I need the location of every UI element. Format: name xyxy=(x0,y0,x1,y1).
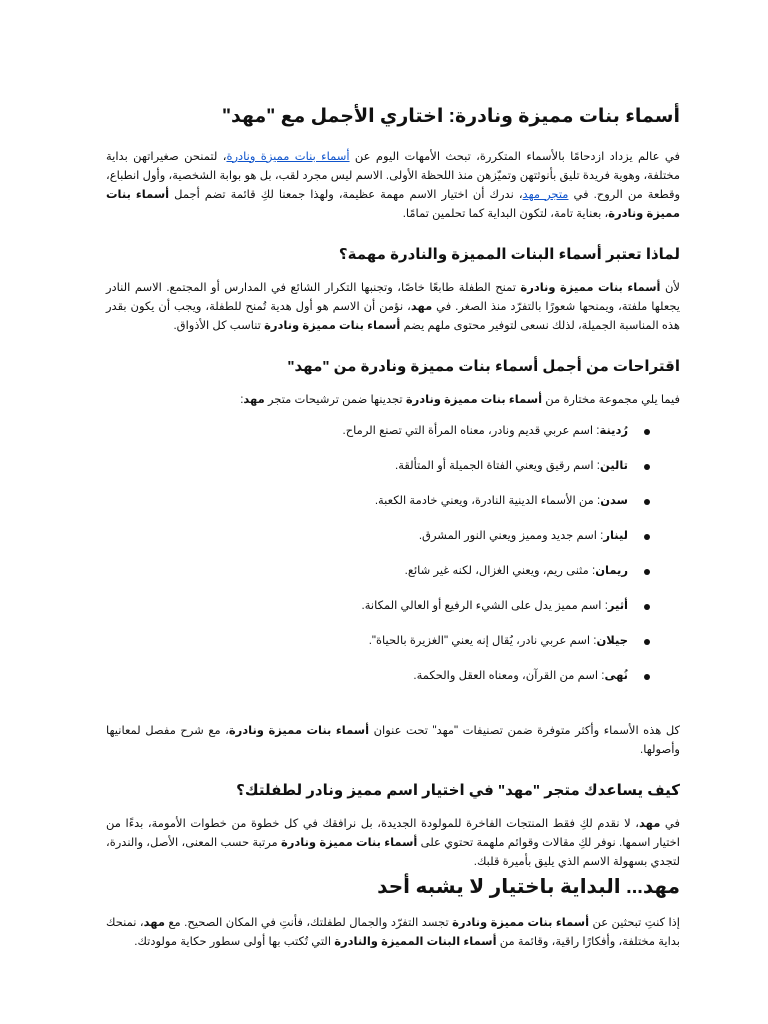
intro-text-4: ، بعناية تامة، لتكون البداية كما تحلمين تمامًا. xyxy=(402,207,609,220)
lead-text-2: تجدينها ضمن ترشيحات متجر xyxy=(264,393,406,406)
bullet-icon xyxy=(644,639,650,645)
name-term: جيلان xyxy=(596,634,628,647)
name-description: : اسم مميز يدل على الشيء الرفيع أو العالي المكانة. xyxy=(361,599,608,612)
list-item xyxy=(106,562,650,597)
why-text-4: تناسب كل الأذواق. xyxy=(173,319,265,332)
bullet-icon xyxy=(644,429,650,435)
intro-text-3: ، ندرك أن اختيار الاسم مهمة عظيمة، ولهذا جمعنا لكِ قائمة تضم أجمل xyxy=(169,188,523,201)
after-text-1: كل هذه الأسماء وأكثر متوفرة ضمن تصنيفات "مهد" تحت عنوان xyxy=(369,724,681,737)
name-term: لينار xyxy=(603,529,628,542)
after-bold-1: أسماء بنات مميزة ونادرة xyxy=(228,724,370,737)
why-bold-2: مهد xyxy=(410,300,433,313)
bullet-icon xyxy=(644,569,650,575)
name-term: نُهى xyxy=(604,669,628,682)
why-bold-1: أسماء بنات مميزة ونادرة xyxy=(520,281,661,294)
intro-bold-1: أسماء بنات مميزة ونادرة xyxy=(106,188,680,220)
name-description: : من الأسماء الدينية النادرة، ويعني خادمة الكعبة. xyxy=(374,494,601,507)
name-description: : اسم عربي قديم ونادر، معناه المرأة التي تصنع الرماح. xyxy=(342,424,600,437)
why-text-2: تمنح الطفلة طابعًا خاصًا، وتجنبها التكرار الشائع في المدارس أو المجتمع. الاسم النادر يجعلها ملفتة، ويمنحها شعورًا بالتفرّد منذ الصغر. في xyxy=(106,281,681,313)
closing-text-1: إذا كنتِ تبحثين عن xyxy=(589,916,680,929)
list-item xyxy=(106,492,650,527)
lead-text-3: : xyxy=(240,393,244,406)
lead-text-1: فيما يلي مجموعة مختارة من xyxy=(542,393,680,406)
why-bold-3: أسماء بنات مميزة ونادرة xyxy=(264,319,401,332)
closing-paragraph xyxy=(106,914,680,952)
intro-paragraph xyxy=(106,148,680,224)
bullet-icon xyxy=(644,534,650,540)
closing-bold-2: مهد xyxy=(143,916,165,929)
closing-bold-3: أسماء البنات المميزة والنادرة xyxy=(334,935,497,948)
help-bold-2: أسماء بنات مميزة ونادرة xyxy=(280,836,418,849)
names-list xyxy=(106,422,680,702)
store-link[interactable]: متجر مهد xyxy=(522,188,569,201)
lead-bold-1: أسماء بنات مميزة ونادرة xyxy=(405,393,543,406)
bullet-icon xyxy=(644,604,650,610)
bullet-icon xyxy=(644,499,650,505)
name-term: تالين xyxy=(600,459,628,472)
name-description: : اسم رقيق ويعني الفتاة الجميلة أو المتألقة. xyxy=(395,459,600,472)
list-item xyxy=(106,422,650,457)
after-text-2: ، مع شرح مفصل لمعانيها وأصولها. xyxy=(106,724,680,756)
help-text-2: ، لا نقدم لكِ فقط المنتجات الفاخرة للمولودة الجديدة، بل نرافقك في كل خطوة من خطوات الأمومة، بدءًا من اختيار اسمها. نوفر لكِ مقالات وقوائم ملهمة تحتوي على xyxy=(106,817,680,849)
list-item xyxy=(106,597,650,632)
page-title: أسماء بنات مميزة ونادرة: اختاري الأجمل مع "مهد" xyxy=(222,106,680,127)
closing-bold-1: أسماء بنات مميزة ونادرة xyxy=(452,916,590,929)
intro-text-2: ، لتمنحن صغيراتهن بداية مختلفة، وهوية فريدة تليق بأنوثتهن وتميّزهن منذ اللحظة الأولى. الاسم ليس مجرد لقب، بل هو بوابة الشخصية، وأول انطباع، وقطعة من الروح. في xyxy=(106,150,681,201)
name-term: سدن xyxy=(600,494,628,507)
name-description: : اسم عربي نادر، يُقال إنه يعني "الغزيرة بالحياة". xyxy=(368,634,597,647)
list-item xyxy=(106,667,650,702)
suggestions-lead xyxy=(106,391,680,410)
name-description: : اسم من القرآن، ومعناه العقل والحكمة. xyxy=(413,669,605,682)
why-heading: لماذا تعتبر أسماء البنات المميزة والنادرة مهمة؟ xyxy=(338,245,680,263)
closing-text-2: تجسد التفرّد والجمال لطفلتك، فأنتِ في المكان الصحيح. مع xyxy=(164,916,453,929)
suggestions-heading: اقتراحات من أجمل أسماء بنات مميزة ونادرة من "مهد" xyxy=(287,357,680,375)
lead-bold-2: مهد xyxy=(243,393,265,406)
list-item xyxy=(106,457,650,492)
why-paragraph xyxy=(106,279,680,336)
help-paragraph xyxy=(106,815,680,872)
name-term: أثير xyxy=(607,599,628,612)
suggestions-closing xyxy=(106,722,680,760)
bullet-icon xyxy=(644,674,650,680)
article-body xyxy=(106,104,680,972)
closing-text-4: التي تُكتب بها أولى سطور حكاية مولودتك. xyxy=(134,935,335,948)
name-term: رُدينة xyxy=(599,424,628,437)
name-description: : اسم جديد ومميز ويعني النور المشرق. xyxy=(418,529,604,542)
help-bold-1: مهد xyxy=(638,817,661,830)
why-text-1: لأن xyxy=(660,281,680,294)
list-item xyxy=(106,527,650,562)
closing-heading: مهد... البداية باختيار لا يشبه أحد xyxy=(377,875,680,898)
help-text-3: مرتبة حسب المعنى، الأصل، والندرة، لتجدي بسهولة الاسم الذي يليق بأميرة قلبك. xyxy=(106,836,680,868)
intro-text-1: في عالم يزداد ازدحامًا بالأسماء المتكررة، تبحث الأمهات اليوم عن xyxy=(349,150,680,163)
why-text-3: ، نؤمن أن الاسم هو أول هدية تُمنح للطفلة، ويجب أن يكون بقدر هذه المناسبة الجميلة، لذلك نسعى لتوفير محتوى ملهم يضم xyxy=(106,300,680,332)
help-heading: كيف يساعدك متجر "مهد" في اختيار اسم مميز ونادر لطفلتك؟ xyxy=(236,781,680,799)
list-item xyxy=(106,632,650,667)
name-term: ريمان xyxy=(595,564,628,577)
closing-text-3: ، نمنحك بداية مختلفة، وأفكارًا راقية، وقائمة من xyxy=(106,916,680,948)
help-text-1: في xyxy=(660,817,681,830)
name-description: : مثنى ريم، ويعني الغزال، لكنه غير شائع. xyxy=(404,564,596,577)
bullet-icon xyxy=(644,464,650,470)
names-link[interactable]: أسماء بنات مميزة ونادرة xyxy=(226,150,350,163)
